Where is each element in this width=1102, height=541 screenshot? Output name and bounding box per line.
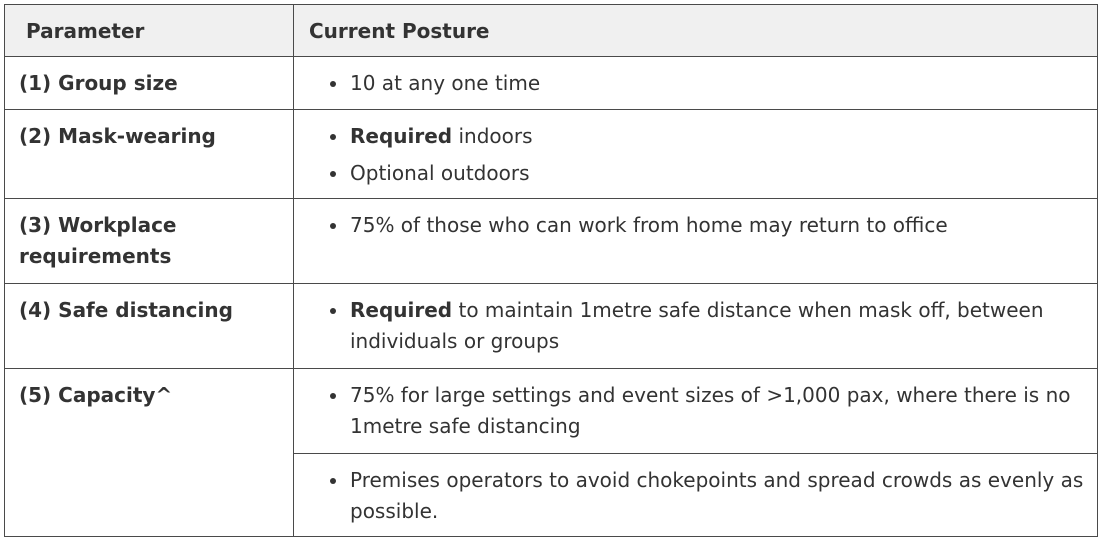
bullet-list xyxy=(328,465,1087,527)
bullet-list xyxy=(328,68,1087,99)
header-parameter: Parameter xyxy=(5,5,294,57)
posture-cell xyxy=(294,110,1098,199)
bullet-list xyxy=(328,121,1087,189)
posture-cell xyxy=(294,369,1098,454)
posture-cell xyxy=(294,199,1098,284)
parameter-mask-wearing: (2) Mask-wearing xyxy=(5,110,294,199)
table-row xyxy=(5,57,1098,110)
posture-cell xyxy=(294,454,1098,537)
table-row xyxy=(5,284,1098,369)
list-item: 75% for large settings and event sizes of >1,000 pax, where there is no 1metre safe distancing xyxy=(328,380,1087,442)
header-row xyxy=(5,5,1098,57)
measures-table xyxy=(4,4,1098,537)
parameter-safe-distancing: (4) Safe distancing xyxy=(5,284,294,369)
parameter-workplace-requirements: (3) Workplace requirements xyxy=(5,199,294,284)
table-row xyxy=(5,199,1098,284)
list-item: Optional outdoors xyxy=(328,158,1087,189)
parameter-capacity: (5) Capacity^ xyxy=(5,369,294,537)
posture-cell xyxy=(294,57,1098,110)
list-item: Required to maintain 1metre safe distance when mask off, between individuals or groups xyxy=(328,295,1087,357)
posture-cell xyxy=(294,284,1098,369)
bullet-list xyxy=(328,210,1087,241)
list-item: 75% of those who can work from home may return to office xyxy=(328,210,1087,241)
bullet-list xyxy=(328,380,1087,442)
table-row xyxy=(5,369,1098,454)
header-current-posture: Current Posture xyxy=(294,5,1098,57)
parameter-group-size: (1) Group size xyxy=(5,57,294,110)
bullet-list xyxy=(328,295,1087,357)
list-item: Premises operators to avoid chokepoints and spread crowds as evenly as possible. xyxy=(328,465,1087,527)
list-item: 10 at any one time xyxy=(328,68,1087,99)
list-item: Required indoors xyxy=(328,121,1087,152)
table-row xyxy=(5,110,1098,199)
